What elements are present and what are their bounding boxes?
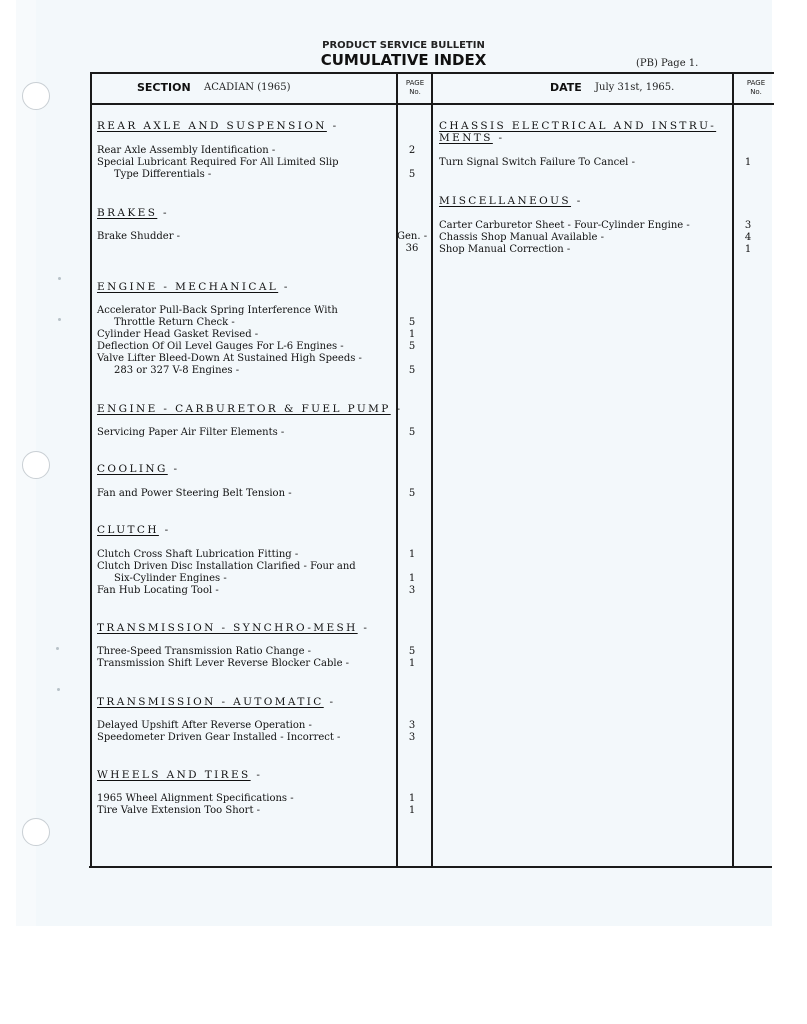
page-num: 5 (408, 365, 416, 376)
table-top-border (91, 72, 774, 74)
page-num: Gen. - (397, 231, 428, 242)
page-num: 1 (408, 573, 416, 584)
page-num: 5 (408, 169, 416, 180)
page-num: 1 (408, 329, 416, 340)
page-num: 1 (408, 805, 416, 816)
punch-hole-top (22, 82, 50, 110)
entry-rear-axle-id: Rear Axle Assembly Identification - (97, 145, 276, 156)
entry-speedometer-gear: Speedometer Driven Gear Installed - Incorrect - (97, 732, 341, 743)
page-no-line1: PAGE (405, 79, 425, 87)
entry-valve-lifter-cont: 283 or 327 V-8 Engines - (114, 365, 240, 376)
middle-col-divider (431, 72, 433, 868)
page-reference: (PB) Page 1. (636, 58, 699, 69)
page-num: 5 (408, 646, 416, 657)
speck (57, 688, 60, 691)
heading-chassis-electrical-cont: MENTS - (439, 132, 505, 144)
entry-shop-manual-correction: Shop Manual Correction - (439, 244, 571, 255)
page-no-line2: No. (409, 88, 421, 96)
heading-rear-axle: REAR AXLE AND SUSPENSION - (97, 120, 339, 132)
entry-three-speed-ratio: Three-Speed Transmission Ratio Change - (97, 646, 312, 657)
page-no-line1: PAGE (746, 79, 766, 87)
page-num: 36 (405, 243, 419, 254)
entry-clutch-driven-disc-cont: Six-Cylinder Engines - (114, 573, 227, 584)
page-num: 5 (408, 427, 416, 438)
entry-fan-belt-tension: Fan and Power Steering Belt Tension - (97, 488, 292, 499)
entry-paper-air-filter: Servicing Paper Air Filter Elements - (97, 427, 285, 438)
heading-chassis-electrical: CHASSIS ELECTRICAL AND INSTRU- (439, 120, 717, 132)
left-page-no-header (400, 79, 430, 97)
page-no-line2: No. (750, 88, 762, 96)
section-label: SECTION (137, 81, 191, 94)
entry-accelerator-spring: Accelerator Pull-Back Spring Interference With (97, 305, 338, 316)
page-num: 3 (408, 585, 416, 596)
heading-transmission-synchro: TRANSMISSION - SYNCHRO-MESH - (97, 622, 370, 634)
page-num: 4 (744, 232, 752, 243)
heading-cooling: COOLING - (97, 463, 180, 475)
section-value: ACADIAN (1965) (204, 82, 291, 93)
right-page-col-divider (732, 72, 734, 868)
heading-clutch: CLUTCH - (97, 524, 171, 536)
heading-transmission-automatic: TRANSMISSION - AUTOMATIC - (97, 696, 336, 708)
page-num: 3 (408, 720, 416, 731)
entry-clutch-driven-disc: Clutch Driven Disc Installation Clarified - Four and (97, 561, 356, 572)
punch-hole-bottom (22, 818, 50, 846)
entry-valve-lifter: Valve Lifter Bleed-Down At Sustained High Speeds - (97, 353, 362, 364)
entry-cylinder-head-gasket: Cylinder Head Gasket Revised - (97, 329, 259, 340)
page-num: 1 (408, 549, 416, 560)
entry-carter-carburetor: Carter Carburetor Sheet - Four-Cylinder Engine - (439, 220, 690, 231)
entry-special-lubricant: Special Lubricant Required For All Limited Slip (97, 157, 339, 168)
page-num: 1 (744, 157, 752, 168)
entry-reverse-blocker-cable: Transmission Shift Lever Reverse Blocker Cable - (97, 658, 350, 669)
right-page-no-header (740, 79, 772, 97)
speck (58, 277, 61, 280)
bulletin-type: PRODUCT SERVICE BULLETIN (322, 40, 485, 51)
punch-hole-middle (22, 451, 50, 479)
heading-miscellaneous: MISCELLANEOUS - (439, 195, 583, 207)
page-num: 5 (408, 317, 416, 328)
page-num: 1 (744, 244, 752, 255)
page-num: 5 (408, 341, 416, 352)
heading-engine-mechanical: ENGINE - MECHANICAL - (97, 281, 290, 293)
page-num: 5 (408, 488, 416, 499)
entry-fan-hub-tool: Fan Hub Locating Tool - (97, 585, 219, 596)
page-num: 1 (408, 793, 416, 804)
entry-brake-shudder: Brake Shudder - (97, 231, 181, 242)
heading-brakes: BRAKES - (97, 207, 169, 219)
entry-wheel-alignment: 1965 Wheel Alignment Specifications - (97, 793, 294, 804)
heading-engine-carburetor: ENGINE - CARBURETOR & FUEL PUMP - (97, 403, 403, 415)
entry-accelerator-spring-cont: Throttle Return Check - (114, 317, 235, 328)
entry-special-lubricant-cont: Type Differentials - (114, 169, 212, 180)
index-title: CUMULATIVE INDEX (320, 51, 487, 69)
entry-tire-valve-extension: Tire Valve Extension Too Short - (97, 805, 261, 816)
speck (56, 647, 59, 650)
entry-chassis-shop-manual: Chassis Shop Manual Available - (439, 232, 604, 243)
table-left-border (90, 72, 92, 868)
page-num: 3 (408, 732, 416, 743)
entry-clutch-cross-shaft: Clutch Cross Shaft Lubrication Fitting - (97, 549, 299, 560)
date-label: DATE (550, 81, 582, 94)
entry-turn-signal-switch: Turn Signal Switch Failure To Cancel - (439, 157, 635, 168)
table-header-divider (91, 103, 774, 105)
page-num: 1 (408, 658, 416, 669)
page-num: 3 (744, 220, 752, 231)
heading-wheels-tires: WHEELS AND TIRES - (97, 769, 263, 781)
entry-delayed-upshift: Delayed Upshift After Reverse Operation - (97, 720, 312, 731)
page-num: 2 (408, 145, 416, 156)
date-value: July 31st, 1965. (595, 82, 675, 93)
left-page-col-divider (396, 72, 398, 868)
speck (58, 318, 61, 321)
entry-oil-level-gauges: Deflection Of Oil Level Gauges For L-6 Engines - (97, 341, 344, 352)
